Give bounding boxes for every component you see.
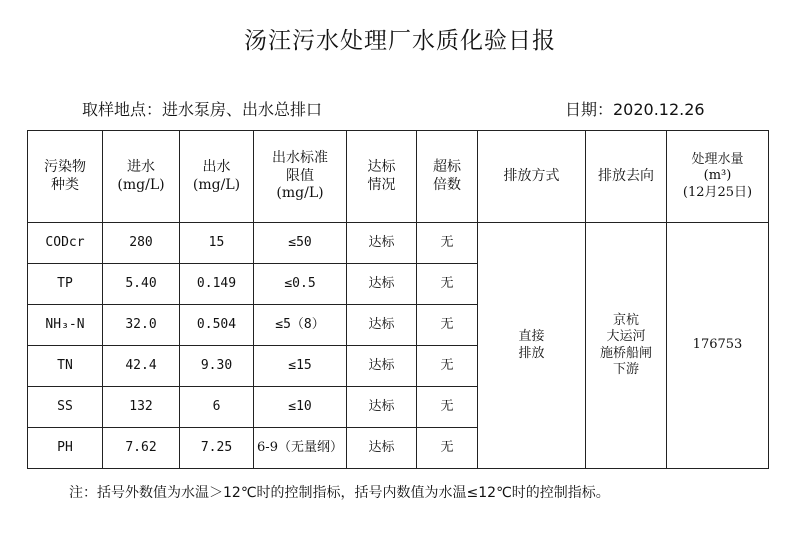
cell-exceed: 无 <box>417 264 478 305</box>
cell-pollutant: NH₃-N <box>28 305 103 346</box>
cell-exceed: 无 <box>417 387 478 428</box>
header-compliance: 达标 情况 <box>347 131 417 223</box>
cell-outflow: 9.30 <box>180 346 254 387</box>
cell-standard: ≤15 <box>254 346 347 387</box>
cell-status: 达标 <box>347 346 417 387</box>
header-discharge-method: 排放方式 <box>478 131 586 223</box>
cell-discharge-destination: 京杭 大运河 施桥船闸 下游 <box>586 223 667 469</box>
cell-inflow: 32.0 <box>103 305 180 346</box>
cell-outflow: 6 <box>180 387 254 428</box>
cell-status: 达标 <box>347 264 417 305</box>
cell-outflow: 15 <box>180 223 254 264</box>
header-discharge-destination: 排放去向 <box>586 131 667 223</box>
cell-status: 达标 <box>347 305 417 346</box>
cell-standard: ≤0.5 <box>254 264 347 305</box>
cell-status: 达标 <box>347 387 417 428</box>
footnote: 注：括号外数值为水温＞12℃时的控制指标，括号内数值为水温≤12℃时的控制指标。 <box>69 485 610 501</box>
cell-standard: ≤50 <box>254 223 347 264</box>
cell-exceed: 无 <box>417 346 478 387</box>
cell-outflow: 0.504 <box>180 305 254 346</box>
sampling-location: 取样地点：进水泵房、出水总排口 <box>82 100 323 119</box>
report-title: 汤汪污水处理厂水质化验日报 <box>244 28 556 54</box>
cell-pollutant: SS <box>28 387 103 428</box>
header-pollutant: 污染物 种类 <box>28 131 103 223</box>
cell-pollutant: CODcr <box>28 223 103 264</box>
water-quality-table <box>27 130 769 469</box>
header-volume: 处理水量 (m³) (12月25日) <box>667 131 769 223</box>
cell-exceed: 无 <box>417 428 478 469</box>
table-row <box>28 223 769 264</box>
cell-outflow: 0.149 <box>180 264 254 305</box>
cell-pollutant: PH <box>28 428 103 469</box>
cell-outflow: 7.25 <box>180 428 254 469</box>
cell-standard: 6-9（无量纲） <box>254 428 347 469</box>
cell-inflow: 7.62 <box>103 428 180 469</box>
cell-inflow: 280 <box>103 223 180 264</box>
cell-standard: ≤5（8） <box>254 305 347 346</box>
cell-pollutant: TN <box>28 346 103 387</box>
header-exceed: 超标 倍数 <box>417 131 478 223</box>
header-outflow: 出水 (mg/L) <box>180 131 254 223</box>
cell-volume: 176753 <box>667 223 769 469</box>
cell-exceed: 无 <box>417 305 478 346</box>
header-inflow: 进水 (mg/L) <box>103 131 180 223</box>
cell-inflow: 42.4 <box>103 346 180 387</box>
cell-inflow: 132 <box>103 387 180 428</box>
report-date: 日期：2020.12.26 <box>565 100 705 119</box>
cell-discharge-method: 直接 排放 <box>478 223 586 469</box>
table-header-row <box>28 131 769 223</box>
cell-inflow: 5.40 <box>103 264 180 305</box>
cell-pollutant: TP <box>28 264 103 305</box>
cell-standard: ≤10 <box>254 387 347 428</box>
cell-status: 达标 <box>347 428 417 469</box>
cell-exceed: 无 <box>417 223 478 264</box>
cell-status: 达标 <box>347 223 417 264</box>
header-standard: 出水标准 限值 (mg/L) <box>254 131 347 223</box>
